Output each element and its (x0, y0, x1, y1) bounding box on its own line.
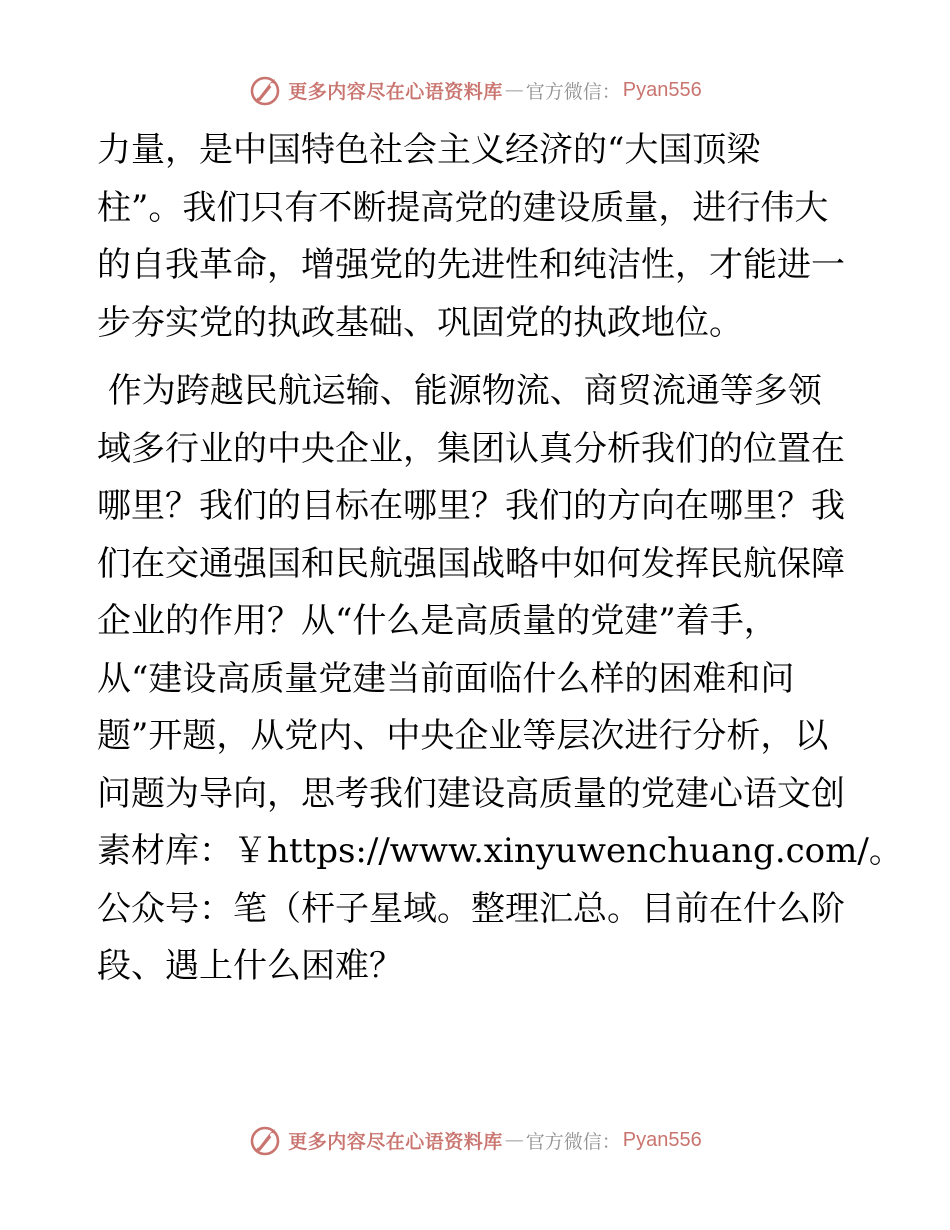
banner-main-text: 更多内容尽在心语资料库 (288, 80, 503, 103)
paragraph-2 (97, 363, 903, 996)
text-line-url: 素材库：￥https://www.xinyuwenchuang.com/。 (97, 831, 903, 871)
text-line: 公众号：笔（杆子星域。整理汇总。目前在什么阶 (97, 888, 845, 929)
text-line: 步夯实党的执政基础、巩固党的执政地位。 (97, 302, 743, 343)
text-line: 作为跨越民航运输、能源物流、商贸流通等多领 (97, 371, 822, 411)
banner-main-text: 更多内容尽在心语资料库 (288, 1130, 503, 1153)
quill-pen-logo-icon (248, 73, 282, 107)
banner-wechat-label: 官方微信： (525, 80, 621, 103)
header-banner (0, 70, 950, 110)
text-line: 哪里？我们的目标在哪里？我们的方向在哪里？我 (97, 486, 845, 526)
text-line: 从“建设高质量党建当前面临什么样的困难和问 (97, 658, 795, 699)
document-body (97, 122, 903, 996)
banner-wechat-id: Pyan556 (622, 1128, 702, 1151)
footer-banner (0, 1120, 950, 1160)
paragraph-1 (97, 122, 857, 352)
text-line: 域多行业的中央企业，集团认真分析我们的位置在 (97, 428, 845, 469)
banner-dash: — (504, 79, 524, 101)
text-line: 段、遇上什么困难？ (97, 946, 403, 986)
text-line: 力量，是中国特色社会主义经济的“大国顶梁 (97, 130, 761, 170)
banner-wechat-label: 官方微信： (525, 1130, 621, 1153)
text-line: 柱”。我们只有不断提高党的建设质量，进行伟大 (97, 187, 829, 228)
banner-wechat-id: Pyan556 (622, 78, 702, 101)
quill-pen-logo-icon (248, 1123, 282, 1157)
banner-dash: — (504, 1129, 524, 1151)
paragraph-gap (97, 352, 857, 363)
text-line: 问题为导向，思考我们建设高质量的党建心语文创 (97, 773, 845, 814)
text-line: 的自我革命，增强党的先进性和纯洁性，才能进一 (97, 245, 845, 285)
text-line: 题”开题，从党内、中央企业等层次进行分析，以 (97, 716, 829, 756)
text-line: 企业的作用？从“什么是高质量的党建”着手， (97, 601, 778, 641)
text-line: 们在交通强国和民航强国战略中如何发挥民航保障 (97, 543, 845, 584)
